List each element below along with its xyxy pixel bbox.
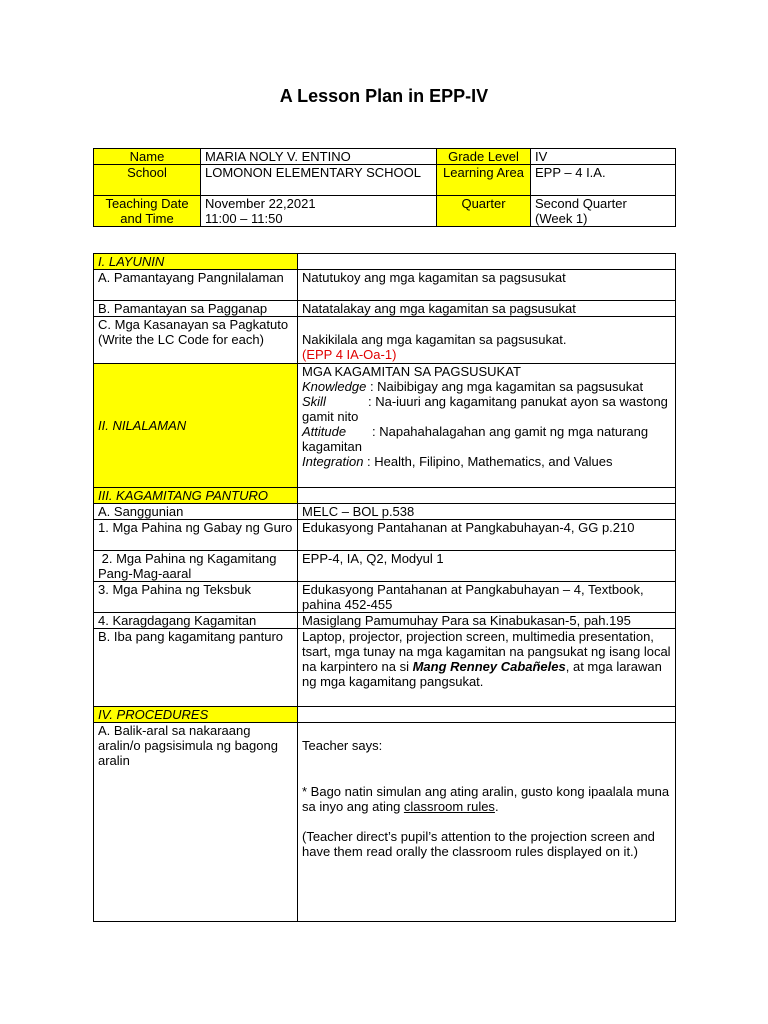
karagdagang-label: 4. Karagdagang Kagamitan	[94, 613, 298, 629]
learning-area-value: EPP – 4 I.A.	[531, 165, 676, 196]
mag-aaral-label: 2. Mga Pahina ng Kagamitang Pang-Mag-aaral	[94, 551, 298, 582]
skill-value: : Na-iuuri ang kagamitang panukat ayon sa wastong gamit nito	[302, 394, 668, 424]
integration-key: Integration	[302, 454, 364, 469]
name-value: MARIA NOLY V. ENTINO	[201, 149, 437, 165]
classroom-rules-reminder	[302, 784, 671, 814]
knowledge-key: Knowledge	[302, 379, 367, 394]
integration-value: : Health, Filipino, Mathematics, and Values	[363, 454, 613, 469]
balik-aral-content	[298, 723, 676, 922]
knowledge-value: : Naibibigay ang mga kagamitan sa pagsusukat	[366, 379, 644, 394]
iba-pang-value	[298, 629, 676, 707]
school-label: School	[94, 165, 201, 196]
gabay-guro-value: Edukasyong Pantahanan at Pangkabuhayan-4, GG p.210	[298, 520, 676, 551]
teaching-date-label: Teaching Date and Time	[94, 196, 201, 227]
teaching-date-value	[201, 196, 437, 227]
teksbuk-value: Edukasyong Pantahanan at Pangkabuhayan – 4, Textbook, pahina 452-455	[298, 582, 676, 613]
name-label: Name	[94, 149, 201, 165]
pamantayan-pagganap-label: B. Pamantayan sa Pagganap	[94, 301, 298, 317]
date-value: November 22,2021	[205, 196, 316, 211]
gabay-guro-label: 1. Mga Pahina ng Gabay ng Guro	[94, 520, 298, 551]
carpenter-name: Mang Renney Cabañeles	[412, 659, 566, 674]
kasanayan-value	[298, 317, 676, 364]
attitude-value: : Napahahalagahan ang gamit ng mga naturang kagamitan	[302, 424, 649, 454]
quarter-label: Quarter	[437, 196, 531, 227]
teksbuk-label: 3. Mga Pahina ng Teksbuk	[94, 582, 298, 613]
attitude-key: Attitude	[302, 424, 347, 439]
kasanayan-label	[94, 317, 298, 364]
sanggunian-value: MELC – BOL p.538	[298, 504, 676, 520]
pamantayang-pangnilalaman-label: A. Pamantayang Pangnilalaman	[94, 270, 298, 301]
grade-level-value: IV	[531, 149, 676, 165]
kagamitan-header-blank	[298, 488, 676, 504]
school-value: LOMONON ELEMENTARY SCHOOL	[201, 165, 437, 196]
procedures-header-blank	[298, 707, 676, 723]
layunin-header: I. LAYUNIN	[94, 254, 298, 270]
knowledge-line	[302, 379, 671, 394]
skill-key: Skill	[302, 394, 326, 409]
integration-line	[302, 454, 671, 469]
classroom-rules-text: classroom rules	[403, 799, 495, 814]
reminder-text: * Bago natin simulan ang ating aralin, gusto kong ipaalala muna sa inyo ang ating	[302, 784, 670, 814]
pamantayang-pangnilalaman-value: Natutukoy ang mga kagamitan sa pagsusukat	[298, 270, 676, 301]
grade-level-label: Grade Level	[437, 149, 531, 165]
iba-pang-text-2: , at mga larawan ng mga kagamitang pangsukat.	[302, 659, 662, 689]
layunin-header-blank	[298, 254, 676, 270]
lesson-plan-table	[93, 253, 676, 922]
kasanayan-label-text: C. Mga Kasanayan sa Pagkatuto	[98, 317, 289, 332]
week-text: (Week 1)	[535, 211, 588, 226]
kasanayan-text: Nakikilala ang mga kagamitan sa pagsusukat.	[302, 332, 567, 347]
teacher-says: Teacher says:	[302, 738, 383, 753]
time-value: 11:00 – 11:50	[205, 211, 283, 226]
mag-aaral-value: EPP-4, IA, Q2, Modyul 1	[298, 551, 676, 582]
page-title: A Lesson Plan in EPP-IV	[279, 86, 489, 106]
karagdagang-value: Masiglang Pamumuhay Para sa Kinabukasan-5, pah.195	[298, 613, 676, 629]
sanggunian-label: A. Sanggunian	[94, 504, 298, 520]
nilalaman-content	[298, 364, 676, 488]
teacher-direction: (Teacher direct’s pupil’s attention to the projection screen and have them read orally the classroom rules displayed on it.)	[302, 829, 655, 859]
skill-line	[302, 394, 671, 424]
iba-pang-text-1: Laptop, projector, projection screen, multimedia presentation, tsart, mga tunay na mga kagamitan na pangsukat ng isang local na karpintero na si	[302, 629, 671, 674]
quarter-value	[531, 196, 676, 227]
pamantayan-pagganap-value: Natatalakay ang mga kagamitan sa pagsusukat	[298, 301, 676, 317]
quarter-text: Second Quarter	[535, 196, 627, 211]
kagamitan-header: III. KAGAMITANG PANTURO	[94, 488, 298, 504]
reminder-end: .	[494, 799, 499, 814]
nilalaman-title: MGA KAGAMITAN SA PAGSUSUKAT	[302, 364, 521, 379]
iba-pang-label: B. Iba pang kagamitang panturo	[94, 629, 298, 707]
balik-aral-label: A. Balik-aral sa nakaraang aralin/o pagsisimula ng bagong aralin	[94, 723, 298, 922]
lc-code: (EPP 4 IA-Oa-1)	[302, 347, 397, 362]
teacher-info-table	[93, 148, 676, 227]
procedures-header: IV. PROCEDURES	[94, 707, 298, 723]
lc-code-note: (Write the LC Code for each)	[98, 332, 264, 347]
nilalaman-header: II. NILALAMAN	[94, 364, 298, 488]
learning-area-label: Learning Area	[437, 165, 531, 196]
attitude-line	[302, 424, 671, 454]
